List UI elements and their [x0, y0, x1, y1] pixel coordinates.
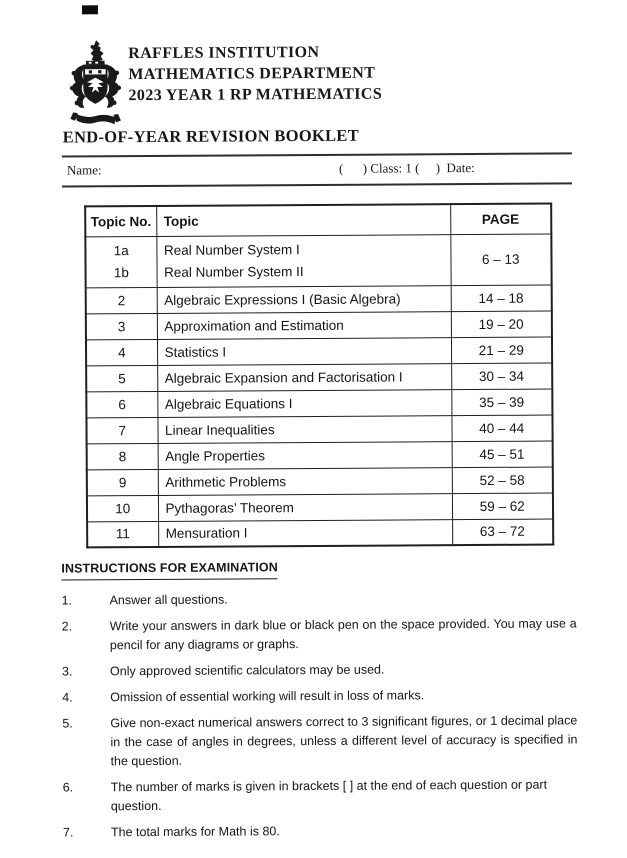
- instruction-text: Answer all questions.: [109, 592, 228, 608]
- table-row: [87, 493, 553, 522]
- table-row: [86, 285, 552, 314]
- instruction-text: The number of marks is given in brackets [ ] at the end of each question or part question.: [110, 777, 548, 814]
- contents-table: [84, 203, 554, 549]
- letterhead: [128, 42, 382, 107]
- instruction-number: 6.: [62, 780, 74, 795]
- topic-no: 2: [86, 287, 157, 313]
- table-row: [86, 337, 552, 366]
- topic-title: Real Number System II: [164, 263, 304, 280]
- page-range: 19 – 20: [451, 311, 552, 338]
- table-row: [87, 441, 553, 470]
- topic-no: 7: [86, 417, 157, 443]
- school-name: RAFFLES INSTITUTION: [128, 43, 320, 63]
- instruction-item: [62, 685, 577, 707]
- scan-artifact-mark: [82, 5, 98, 14]
- topic-no: 3: [86, 313, 157, 339]
- department-name: MATHEMATICS DEPARTMENT: [128, 64, 376, 84]
- class-date-field-label: ( ) Class: 1 ( ) Date:: [338, 160, 475, 176]
- page-range: 45 – 51: [452, 441, 553, 468]
- horizontal-rule-bottom: [62, 182, 572, 187]
- document-title: END-OF-YEAR REVISION BOOKLET: [62, 125, 360, 147]
- page-range: 6 – 13: [450, 234, 551, 286]
- topic-no: 1a: [113, 243, 129, 259]
- topic-title: Arithmetic Problems: [158, 467, 452, 495]
- table-row: [86, 363, 552, 392]
- topic-title: Pythagoras’ Theorem: [158, 493, 452, 521]
- page-range: 59 – 62: [452, 493, 553, 520]
- instruction-item: [63, 775, 578, 816]
- topic-title: Approximation and Estimation: [157, 311, 451, 339]
- topic-no: 6: [86, 391, 157, 417]
- instruction-text: Omission of essential working will result in loss of marks.: [110, 688, 425, 705]
- instruction-item: [62, 659, 577, 681]
- topic-title: Mensuration I: [158, 519, 452, 547]
- topic-no: 9: [87, 469, 158, 495]
- instruction-text: Write your answers in dark blue or black pen on the space provided. You may use a pencil for any diagrams or graphs.: [109, 616, 577, 653]
- student-fields-row: [0, 159, 626, 178]
- table-row: [87, 467, 553, 496]
- table-row: [86, 311, 552, 340]
- topic-title: Angle Properties: [158, 441, 452, 469]
- instruction-item: [62, 614, 577, 655]
- table-row: [87, 519, 553, 548]
- instruction-text: Only approved scientific calculators may be used.: [109, 662, 385, 679]
- page-range: 14 – 18: [451, 285, 552, 312]
- topic-title: Algebraic Expansion and Factorisation I: [157, 363, 451, 391]
- instructions-heading: INSTRUCTIONS FOR EXAMINATION: [61, 558, 278, 580]
- topic-title: Linear Inequalities: [157, 415, 451, 443]
- header-topic-no: Topic No.: [85, 206, 156, 236]
- topic-no: 11: [87, 521, 158, 547]
- topic-no: 8: [87, 443, 158, 469]
- instruction-number: 5.: [62, 716, 73, 731]
- topic-no: 4: [86, 339, 157, 365]
- topic-title: Algebraic Equations I: [157, 389, 451, 417]
- school-crest-icon: [66, 39, 125, 130]
- topic-title: Algebraic Expressions I (Basic Algebra): [157, 285, 451, 313]
- page-range: 21 – 29: [451, 337, 552, 364]
- page-range: 63 – 72: [452, 519, 553, 546]
- table-row: [85, 234, 551, 288]
- topic-title: Real Number System I: [163, 242, 300, 259]
- page-range: 52 – 58: [452, 467, 553, 494]
- course-name: 2023 YEAR 1 RP MATHEMATICS: [128, 85, 383, 105]
- instruction-text: The total marks for Math is 80.: [110, 824, 280, 840]
- instruction-number: 2.: [61, 619, 73, 634]
- name-field-label: Name:: [66, 162, 102, 178]
- page-range: 40 – 44: [451, 415, 552, 442]
- table-row: [86, 415, 552, 444]
- topic-title: Statistics I: [157, 337, 451, 365]
- horizontal-rule-top: [62, 152, 572, 157]
- instruction-number: 7.: [62, 825, 74, 840]
- instruction-number: 3.: [61, 664, 73, 679]
- instruction-item: [63, 820, 578, 842]
- header-page: PAGE: [450, 204, 551, 235]
- instruction-item: [62, 588, 577, 610]
- topic-no: 5: [86, 365, 157, 391]
- instruction-number: 4.: [62, 690, 73, 705]
- instruction-item: [62, 711, 577, 771]
- topic-no: 10: [87, 495, 158, 521]
- instruction-number: 1.: [61, 593, 73, 608]
- page-range: 35 – 39: [451, 389, 552, 416]
- table-header-row: [85, 204, 551, 237]
- instruction-text: Give non-exact numerical answers correct to 3 significant figures, or 1 decimal place in the case of angles in degrees, unless a different level of accuracy is specified in the question.: [110, 713, 578, 769]
- topic-no: 1b: [113, 264, 129, 281]
- page-range: 30 – 34: [451, 363, 552, 390]
- instructions-section: [61, 556, 578, 842]
- table-row: [86, 389, 552, 418]
- header-topic: Topic: [156, 204, 450, 236]
